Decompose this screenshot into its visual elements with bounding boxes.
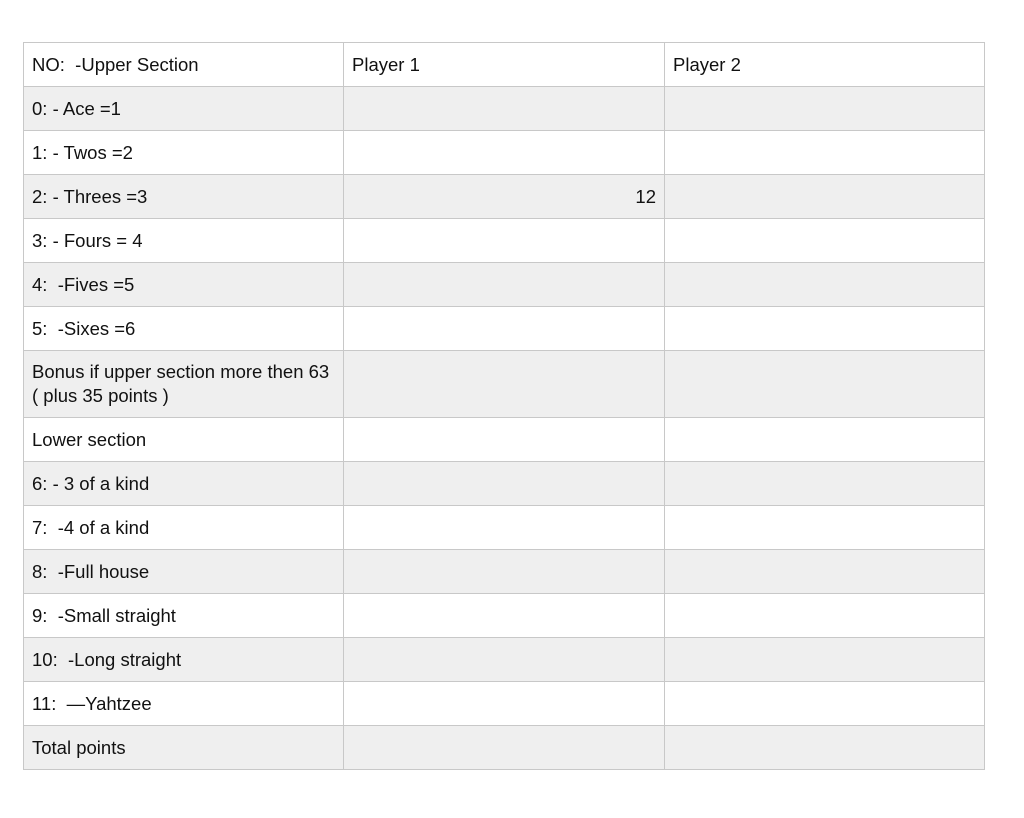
score-table <box>23 42 985 770</box>
total-label-cell[interactable]: Total points <box>24 726 344 770</box>
player-1-score-cell[interactable] <box>344 307 665 351</box>
table-row <box>24 131 985 175</box>
table-row <box>24 550 985 594</box>
player-1-score-cell[interactable]: 12 <box>344 175 665 219</box>
section-row <box>24 418 985 462</box>
table-row <box>24 462 985 506</box>
table-row <box>24 594 985 638</box>
category-cell[interactable]: 10: -Long straight <box>24 638 344 682</box>
header-player-2-cell[interactable]: Player 2 <box>665 43 985 87</box>
player-1-score-cell[interactable] <box>344 87 665 131</box>
table-row <box>24 638 985 682</box>
player-1-score-cell[interactable] <box>344 550 665 594</box>
table-row <box>24 263 985 307</box>
player-1-score-cell[interactable] <box>344 131 665 175</box>
category-cell[interactable]: 3: - Fours = 4 <box>24 219 344 263</box>
table-row <box>24 87 985 131</box>
player-1-score-cell[interactable] <box>344 418 665 462</box>
player-2-score-cell[interactable] <box>665 263 985 307</box>
category-cell[interactable]: 4: -Fives =5 <box>24 263 344 307</box>
header-category-cell[interactable]: NO: -Upper Section <box>24 43 344 87</box>
player-1-score-cell[interactable] <box>344 263 665 307</box>
table-row <box>24 307 985 351</box>
player-2-score-cell[interactable] <box>665 87 985 131</box>
category-cell[interactable]: 5: -Sixes =6 <box>24 307 344 351</box>
header-player-1-cell[interactable]: Player 1 <box>344 43 665 87</box>
total-row <box>24 726 985 770</box>
category-cell[interactable]: 1: - Twos =2 <box>24 131 344 175</box>
player-2-score-cell[interactable] <box>665 418 985 462</box>
player-2-score-cell[interactable] <box>665 594 985 638</box>
player-1-score-cell[interactable] <box>344 682 665 726</box>
player-2-score-cell[interactable] <box>665 351 985 418</box>
player-2-score-cell[interactable] <box>665 219 985 263</box>
category-cell[interactable]: 8: -Full house <box>24 550 344 594</box>
category-cell[interactable]: 0: - Ace =1 <box>24 87 344 131</box>
player-1-score-cell[interactable] <box>344 506 665 550</box>
player-1-score-cell[interactable] <box>344 594 665 638</box>
player-2-score-cell[interactable] <box>665 462 985 506</box>
player-1-score-cell[interactable] <box>344 219 665 263</box>
category-cell[interactable]: 2: - Threes =3 <box>24 175 344 219</box>
category-cell[interactable]: 11: —Yahtzee <box>24 682 344 726</box>
lower-section-label-cell[interactable]: Lower section <box>24 418 344 462</box>
table-row <box>24 175 985 219</box>
player-2-score-cell[interactable] <box>665 682 985 726</box>
player-1-score-cell[interactable] <box>344 462 665 506</box>
header-row <box>24 43 985 87</box>
bonus-row <box>24 351 985 418</box>
category-cell[interactable]: 9: -Small straight <box>24 594 344 638</box>
player-2-score-cell[interactable] <box>665 506 985 550</box>
player-2-total-cell[interactable] <box>665 726 985 770</box>
table-row <box>24 506 985 550</box>
player-2-score-cell[interactable] <box>665 550 985 594</box>
player-2-score-cell[interactable] <box>665 638 985 682</box>
player-1-score-cell[interactable] <box>344 638 665 682</box>
player-1-total-cell[interactable] <box>344 726 665 770</box>
category-cell[interactable]: 7: -4 of a kind <box>24 506 344 550</box>
table-row <box>24 219 985 263</box>
player-1-score-cell[interactable] <box>344 351 665 418</box>
player-2-score-cell[interactable] <box>665 175 985 219</box>
table-row <box>24 682 985 726</box>
player-2-score-cell[interactable] <box>665 307 985 351</box>
category-cell[interactable]: 6: - 3 of a kind <box>24 462 344 506</box>
bonus-category-cell[interactable]: Bonus if upper section more then 63 ( plus 35 points ) <box>24 351 344 418</box>
player-2-score-cell[interactable] <box>665 131 985 175</box>
